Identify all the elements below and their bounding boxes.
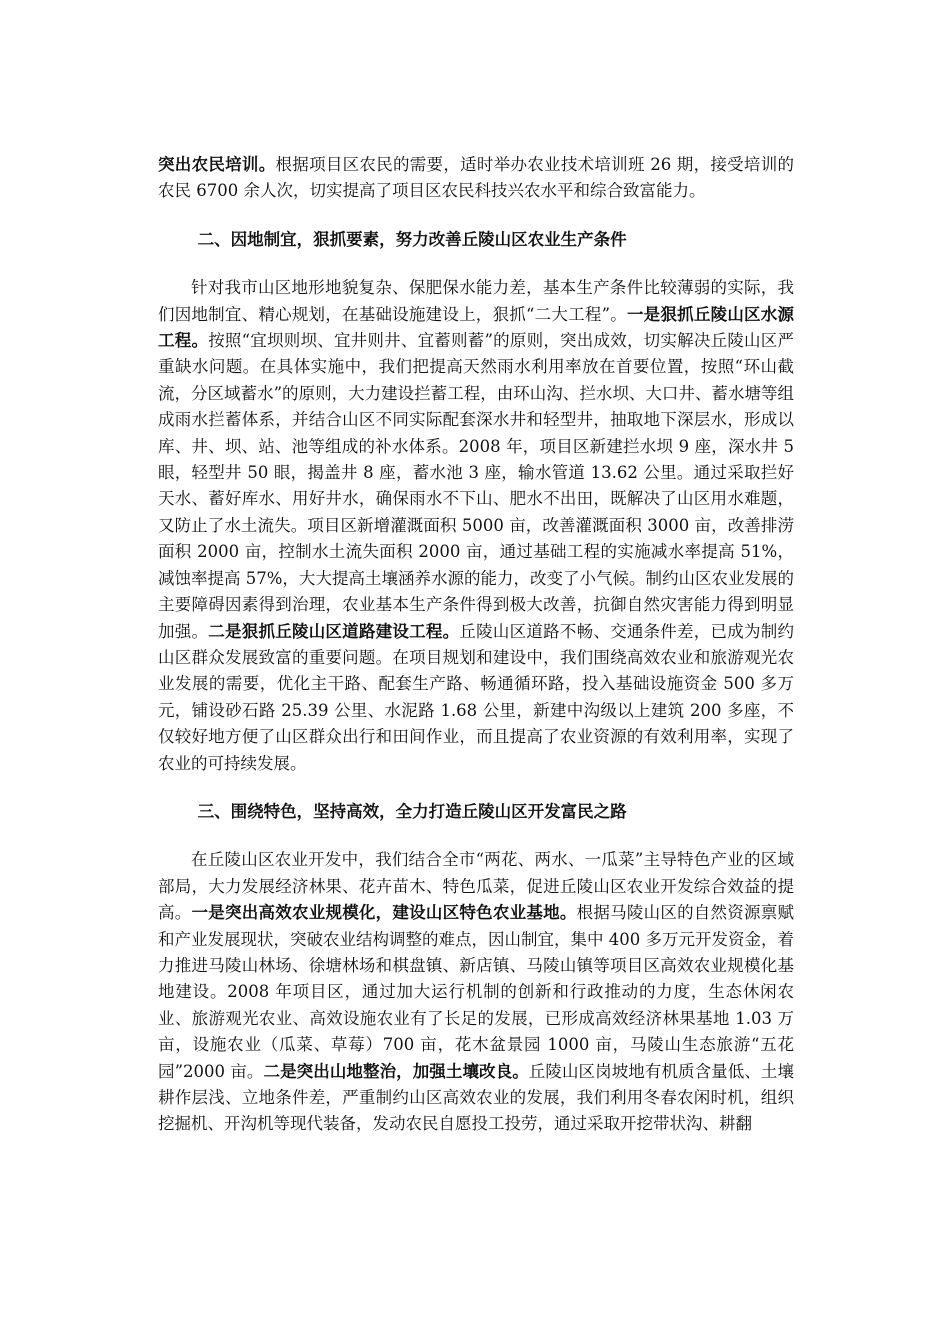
document-page <box>158 152 794 1138</box>
paragraph-training-text: 根据项目区农民的需要，适时举办农业技术培训班 26 期，接受培训的农民 6700 余人次，切实提高了项目区农民科技兴农水平和综合致富能力。 <box>158 155 794 201</box>
section-heading-3: 三、围绕特色，坚持高效，全力打造丘陵山区开发富民之路 <box>197 801 627 821</box>
paragraph-infrastructure-text-2: 按照“宜坝则坝、宜井则井、宜蓄则蓄”的原则，突出成效，切实解决丘陵山区严重缺水问题。在具体实施中，我们把提高天然雨水利用率放在首要位置，按照“环山截流，分区域蓄水”的原则，大力建设拦蓄工程，由环山沟、拦水坝、大口井、蓄水塘等组成雨水拦蓄体系，并结合山区不同实际配套深水井和轻型井，抽取地下深层水，形成以库、井、坝、站、池等组成的补水体系。2008 年，项目区新建拦水坝 9 座，深水井 5 眼，轻型井 50 眼，揭盖井 8 座，蓄水池 3 座，输水管道 13.62 公里。通过采取拦好天水、蓄好库水、用好井水，确保雨水不下山、肥水不出田，既解决了山区用水难题，又防止了水土流失。项目区新增灌溉面积 5000 亩，改善灌溉面积 3000 亩，改善排涝面积 2000 亩，控制水土流失面积 2000 亩，通过基础工程的实施减水率提高 51%，减蚀率提高 57%，大大提高土壤涵养水源的能力，改变了小气候。制约山区农业发展的主要障碍因素得到治理，农业基本生产条件得到极大改善，抗御自然灾害能力得到明显加强。 <box>158 331 795 641</box>
paragraph-infrastructure <box>158 275 794 777</box>
paragraph-specialty-text-2: 根据马陵山区的自然资源禀赋和产业发展现状，突破农业结构调整的难点，因山制宜，集中 400 多万元开发资金，着力推进马陵山林场、徐塘林场和棋盘镇、新店镇、马陵山镇等项目区高效农业规模化基地建设。2008 年项目区，通过加大运行机制的创新和行政推动的力度，生态休闲农业、旅游观光农业、高效设施农业有了长足的发展，已形成高效经济林果基地 1.03 万亩，设施农业（瓜菜、草莓）700 亩，花木盆景园 1000 亩，马陵山生态旅游“五花园”2000 亩。 <box>158 903 795 1081</box>
bold-efficient-agriculture: 一是突出高效农业规模化，建设山区特色农业基地。 <box>191 903 577 923</box>
section-heading-2: 二、因地制宜，狠抓要素，努力改善丘陵山区农业生产条件 <box>197 229 627 249</box>
paragraph-specialty-text-1: 在丘陵山区农业开发中，我们结合全市“两花、两水、一瓜菜”主导特色产业的区域部局，大力发展经济林果、花卉苗木、特色瓜菜，促进丘陵山区农业开发综合效益的提高。 <box>158 850 794 923</box>
bold-land-improvement: 二是突出山地整治，加强土壤改良。 <box>263 1061 529 1081</box>
bold-lead-training: 突出农民培训。 <box>158 155 276 174</box>
bold-water-project: 一是狠抓丘陵山区水源工程。 <box>158 304 794 351</box>
paragraph-specialty <box>158 847 794 1137</box>
bold-road-project: 二是狠抓丘陵山区道路建设工程。 <box>208 621 460 641</box>
paragraph-specialty-text-3: 丘陵山区岗坡地有机质含量低、土壤耕作层浅、立地条件差，严重制约山区高效农业的发展，我们利用冬春农闲时机，组织挖掘机、开沟机等现代装备，发动农民自愿投工投劳，通过采取开挖带状沟、耕翻 <box>158 1061 795 1134</box>
paragraph-training <box>158 152 794 205</box>
paragraph-infrastructure-text-3: 丘陵山区道路不畅、交通条件差，已成为制约山区群众发展致富的重要问题。在项目规划和建设中，我们围绕高效农业和旅游观光农业发展的需要，优化主干路、配套生产路、畅通循环路，投入基础设施资金 500 多万元，铺设砂石路 25.39 公里、水泥路 1.68 公里，新建中沟级以上建筑 200 多座，不仅较好地方便了山区群众出行和田间作业，而且提高了农业资源的有效利用率，实现了农业的可持续发展。 <box>158 621 795 773</box>
paragraph-infrastructure-text-1: 针对我市山区地形地貌复杂、保肥保水能力差，基本生产条件比较薄弱的实际，我们因地制宜、精心规划，在基础设施建设上，狠抓“二大工程”。 <box>158 278 794 324</box>
